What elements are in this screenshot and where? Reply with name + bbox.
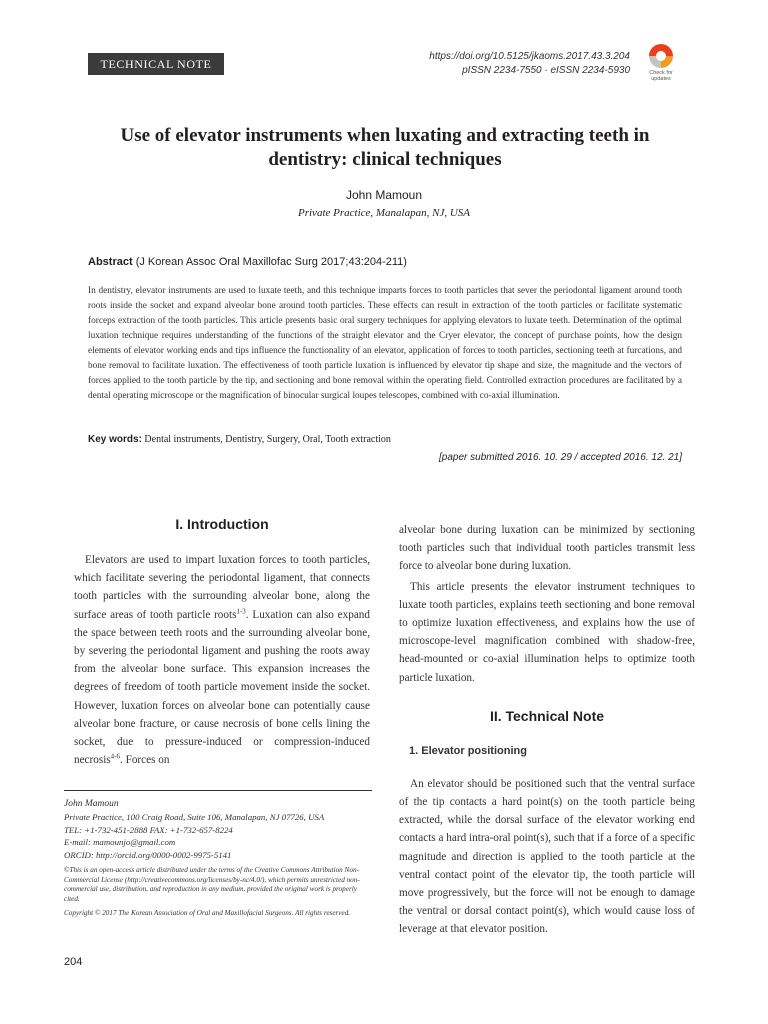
keywords-list: Dental instruments, Dentistry, Surgery, Oral, Tooth extraction [144, 434, 391, 445]
correspondence-footnote [64, 798, 372, 919]
abstract-citation: (J Korean Assoc Oral Maxillofac Surg 2017;43:204-211) [135, 256, 407, 268]
abstract-label: Abstract [88, 256, 133, 268]
technical-note-paragraph: An elevator should be positioned such that the ventral surface of the tip contacts a hard point(s) on the tooth particle being extracted, while the dorsal surface of the elevator working end contacts a hard intra-oral point(s), such that if a force of a specific magnitude and direction is applied to the tooth particle at the ventral contact point of the elevator tip, the tooth particle will move progressively, but the force will not be enough to damage the ventral or dorsal contact point(s), which would cause loss of leverage at that elevator position. [399, 777, 695, 936]
intro-paragraph-continued: alveolar bone during luxation can be minimized by sectioning tooth particles such that individual tooth particles transmit less force to alveolar bone during luxation. [399, 524, 695, 573]
author-name: John Mamoun [345, 188, 423, 202]
abstract-text: In dentistry, elevator instruments are used to luxate teeth, and this technique imparts forces to tooth particles that sever the periodontal ligament around tooth roots inside the socket and expand alveolar bone around tooth particles. These effects can result in extraction of the tooth particles or facilitate systematic forceps extraction of the tooth particles. This article presents basic oral surgery techniques for applying elevators to luxate teeth. Determination of the optimal luxation technique requires understanding of the functions of the straight elevator and the Cryer elevator, the concept of purchase points, how the design elements of elevator working ends and tips influence the functionality of an elevator, application of forces to tooth particles, sectioning teeth at furcations, and bone removal to facilitate luxation. The effectiveness of tooth particle luxation is influenced by elevator tip shape and size, the magnitude and the vectors of forces applied to the tooth particle by the tip, and sectioning and bone removal within the operating field. Controlled extraction procedures are facilitated by a dental operating microscope or the magnification of binocular surgical loupes telescopes, combined with co-axial illumination. [88, 286, 682, 401]
left-column [74, 515, 370, 771]
article-type-badge: TECHNICAL NOTE [88, 53, 224, 75]
keywords-line [88, 434, 391, 445]
reference-citation[interactable]: 1-3 [236, 606, 246, 615]
reference-citation[interactable]: 4-6 [110, 752, 121, 761]
correspondence-orcid[interactable]: ORCID: http://orcid.org/0000-0002-9975-5141 [64, 849, 232, 860]
author-affiliation: Private Practice, Manalapan, NJ, USA [298, 207, 470, 219]
check-for-updates-button[interactable] [641, 44, 681, 88]
page-number: 204 [64, 956, 83, 968]
check-for-updates-label: Check for updates [649, 70, 673, 82]
intro-paragraph: Elevators are used to impart luxation forces to tooth particles, which facilitate severing the periodontal ligament, that connects tooth particles with the surrounding alveolar bone, along the surface areas of tooth particle roots$^{1-3}$. Luxation can also expand the space between teeth roots and the surrounding alveolar bone, by severing the periodontal ligament and pushing the roots away from the alveolar bone surface. This expansion increases the degrees of freedom of tooth particle movement inside the socket. However, luxation forces on alveolar bone can potentially cause alveolar bone fracture, or cause necrosis of bone cells lining the socket, due to pressure-induced or compression-induced necrosis$^{4-6}$. Forces on [74, 554, 370, 767]
submission-dates: [paper submitted 2016. 10. 29 / accepted 2016. 12. 21] [439, 452, 682, 463]
section-heading-introduction: I. Introduction [175, 516, 269, 532]
correspondence-address: Private Practice, 100 Craig Road, Suite 106, Manalapan, NJ 07726, USA [64, 812, 325, 823]
correspondence-phone: TEL: +1-732-451-2888 FAX: +1-732-657-8224 [64, 824, 233, 835]
section-heading-technical-note: II. Technical Note [489, 707, 605, 724]
correspondence-email[interactable]: E-mail: mamounjo@gmail.com [64, 837, 176, 848]
intro-paragraph-2: This article presents the elevator instrument techniques to luxate tooth particles, explains teeth sectioning and bone removal to optimize luxation effectiveness, and explains how the use of microscope-level magnification combined with shadow-free, head-mounted or co-axial illumination helps to optimize tooth particle luxation. [399, 580, 695, 684]
journal-meta [429, 50, 630, 78]
copyright-note: Copyright © 2017 The Korean Association of Oral and Maxillofacial Surgeons. All rights reserved. [64, 909, 351, 918]
keywords-label: Key words: [88, 434, 142, 445]
issn-text: pISSN 2234-7550 · eISSN 2234-5930 [462, 65, 630, 76]
footnote-divider [64, 790, 372, 791]
article-title: Use of elevator instruments when luxating and extracting teeth in dentistry: clinical techniques [120, 125, 650, 170]
right-column [399, 521, 695, 941]
doi-link[interactable]: https://doi.org/10.5125/jkaoms.2017.43.3.204 [429, 51, 630, 62]
abstract-heading [88, 256, 407, 268]
subsection-heading-elevator-positioning: 1. Elevator positioning [409, 744, 527, 757]
crossmark-icon [649, 44, 673, 68]
license-note: ©This is an open-access article distributed under the terms of the Creative Commons Attribution Non-Commercial License (http://creativecommons.org/licenses/by-nc/4.0/), which permits unrestricted non-commercial use, distribution, and reproduction in any medium, provided the original work is properly cited. [64, 866, 360, 903]
correspondence-name: John Mamoun [64, 799, 119, 809]
